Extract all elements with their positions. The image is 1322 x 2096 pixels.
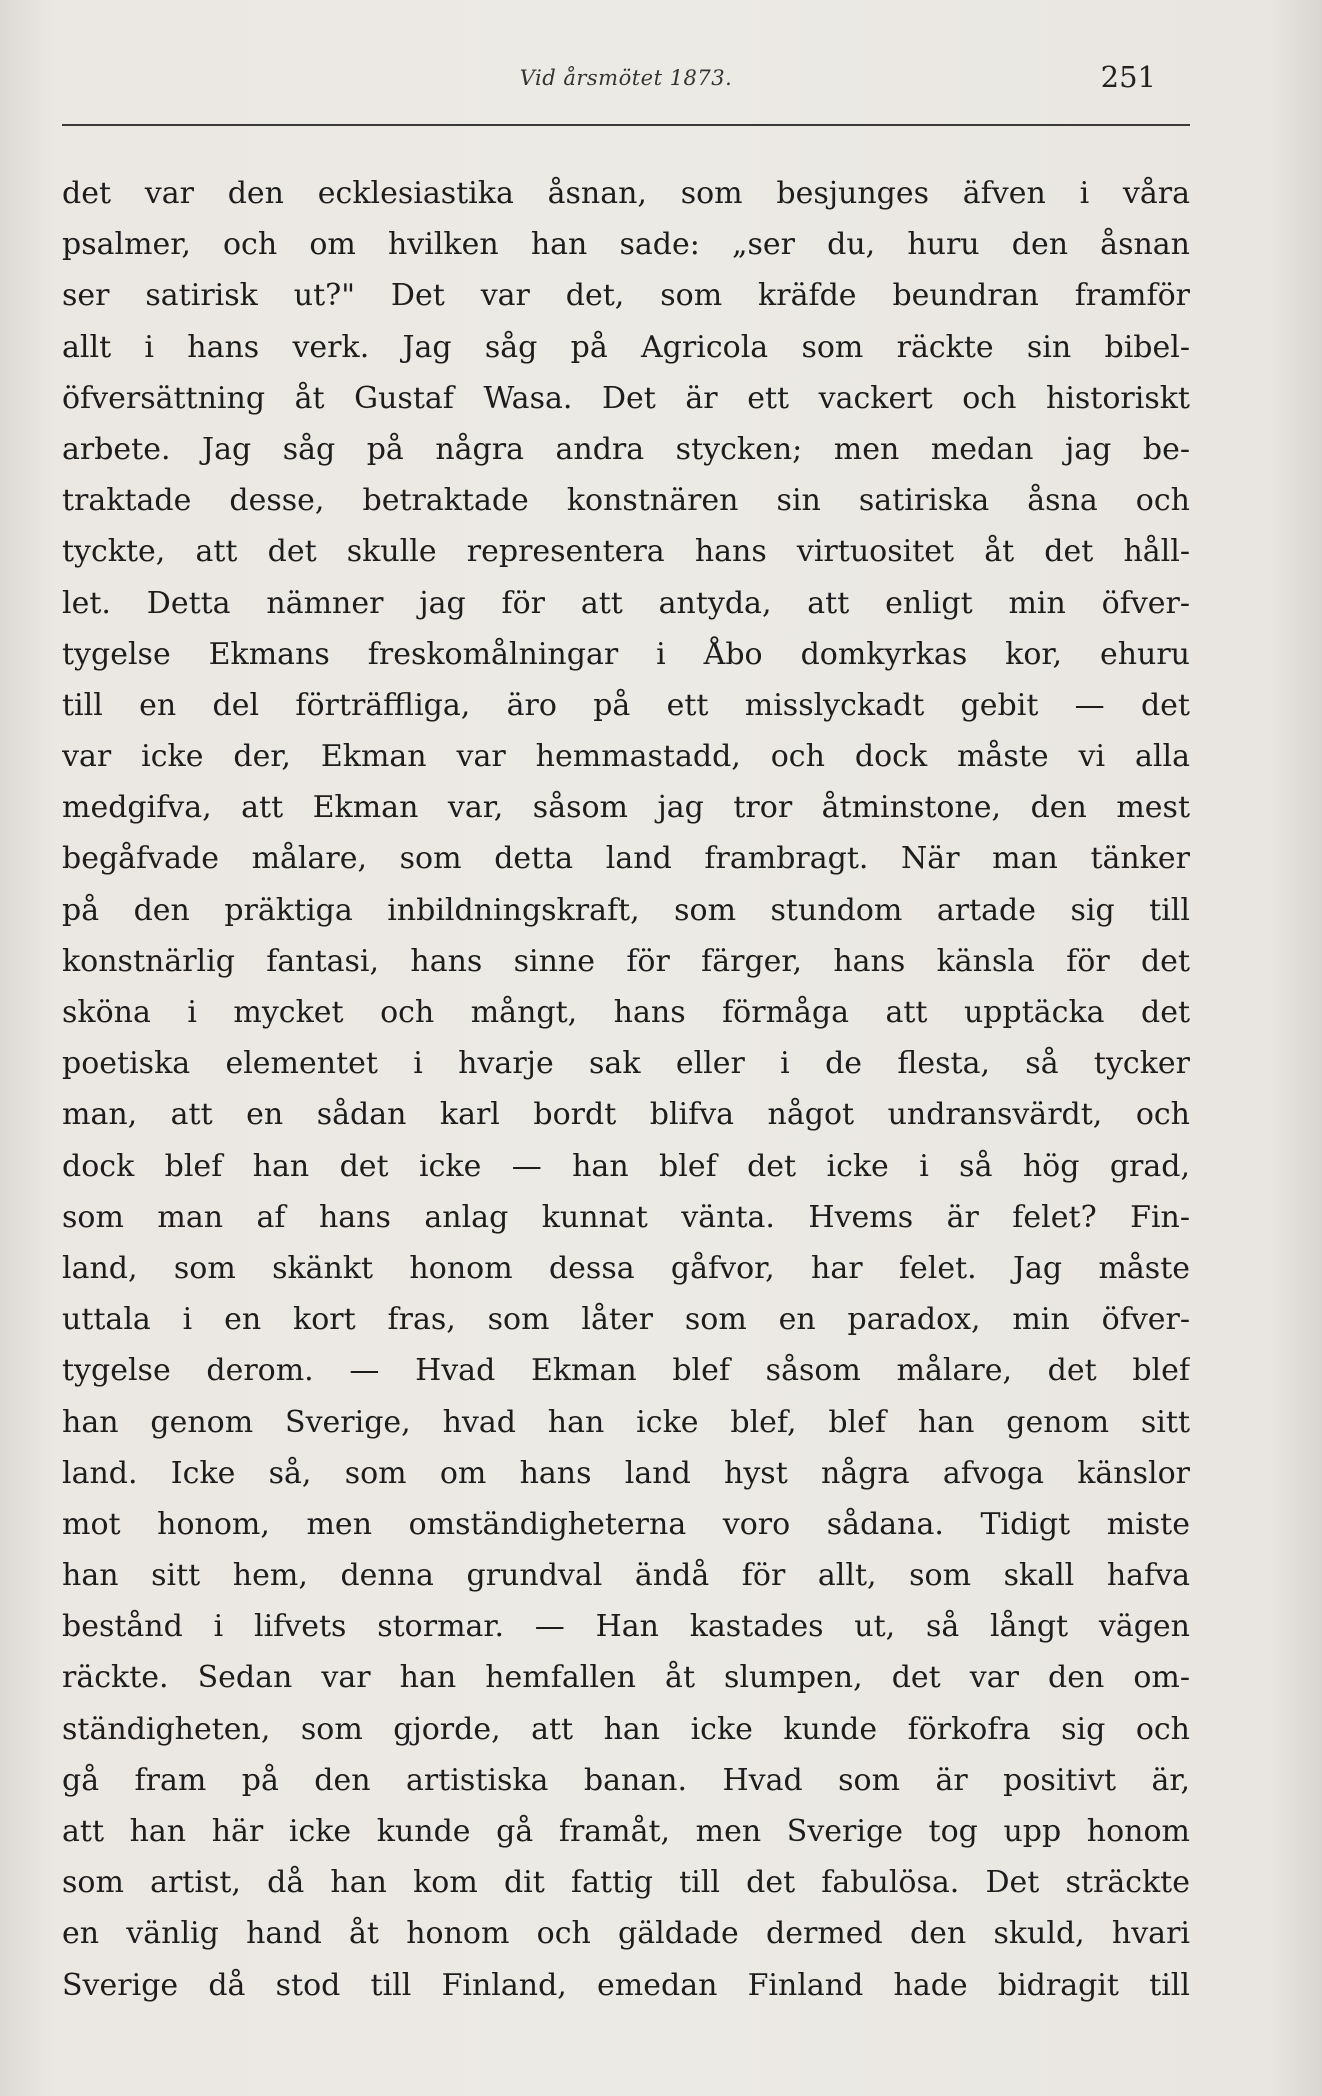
text-line: en vänlig hand åt honom och gäldade dermed den skuld, hvari (62, 1916, 1190, 1952)
text-line: traktade desse, betraktade konstnären sin satiriska åsna och (62, 483, 1190, 519)
header-rule (62, 124, 1190, 126)
text-line: räckte. Sedan var han hemfallen åt slumpen, det var den om- (62, 1660, 1190, 1696)
text-line: land, som skänkt honom dessa gåfvor, har felet. Jag måste (62, 1250, 1190, 1286)
text-line: poetiska elementet i hvarje sak eller i de flesta, så tycker (62, 1046, 1190, 1082)
text-line: begåfvade målare, som detta land frambragt. När man tänker (62, 841, 1190, 877)
text-line: tygelse derom. — Hvad Ekman blef såsom målare, det blef (62, 1353, 1190, 1389)
text-line: till en del förträffliga, äro på ett misslyckadt gebit — det (62, 687, 1190, 723)
text-line: konstnärlig fantasi, hans sinne för färger, hans känsla för det (62, 943, 1190, 979)
text-line: ständigheten, som gjorde, att han icke kunde förkofra sig och (62, 1711, 1190, 1747)
text-line: psalmer, och om hvilken han sade: „ser du, huru den åsnan (62, 227, 1190, 263)
text-line: han genom Sverige, hvad han icke blef, blef han genom sitt (62, 1404, 1190, 1440)
text-line: tygelse Ekmans freskomålningar i Åbo domkyrkas kor, ehuru (62, 636, 1190, 672)
text-line: Sverige då stod till Finland, emedan Finland hade bidragit till (62, 1967, 1190, 2003)
text-line: uttala i en kort fras, som låter som en paradox, min öfver- (62, 1302, 1190, 1338)
text-line: let. Detta nämner jag för att antyda, att enligt min öfver- (62, 585, 1190, 621)
text-line: medgifva, att Ekman var, såsom jag tror åtminstone, den mest (62, 790, 1190, 826)
text-line: att han här icke kunde gå framåt, men Sverige tog upp honom (62, 1814, 1190, 1849)
text-line: man, att en sådan karl bordt blifva något undransvärdt, och (62, 1097, 1190, 1133)
page-number: 251 (1100, 60, 1156, 94)
text-line: som artist, då han kom dit fattig till det fabulösa. Det sträckte (62, 1865, 1190, 1901)
text-line: det var den ecklesiastika åsnan, som besjunges äfven i våra (62, 176, 1190, 211)
text-line: tyckte, att det skulle representera hans virtuositet åt det håll- (62, 534, 1190, 570)
text-line: gå fram på den artistiska banan. Hvad som är positivt är, (62, 1762, 1190, 1798)
running-head (62, 58, 1190, 118)
text-line: ser satirisk ut?" Det var det, som kräfde beundran framför (62, 278, 1190, 314)
text-line: dock blef han det icke — han blef det icke i så hög grad, (62, 1148, 1190, 1184)
body-text (62, 168, 1190, 2011)
text-line: på den präktiga inbildningskraft, som stundom artade sig till (62, 892, 1190, 928)
text-line: bestånd i lifvets stormar. — Han kastades ut, så långt vägen (62, 1609, 1190, 1645)
text-line: öfversättning åt Gustaf Wasa. Det är ett vackert och historiskt (62, 380, 1190, 416)
text-line: arbete. Jag såg på några andra stycken; men medan jag be- (62, 431, 1190, 467)
running-title: Vid årsmötet 1873. (519, 66, 733, 90)
text-line: han sitt hem, denna grundval ändå för allt, som skall hafva (62, 1558, 1190, 1594)
text-line: land. Icke så, som om hans land hyst några afvoga känslor (62, 1455, 1190, 1491)
text-line: sköna i mycket och mångt, hans förmåga att upptäcka det (62, 995, 1190, 1030)
text-line: var icke der, Ekman var hemmastadd, och dock måste vi alla (62, 739, 1190, 775)
text-line: som man af hans anlag kunnat vänta. Hvems är felet? Fin- (62, 1199, 1190, 1235)
text-line: mot honom, men omständigheterna voro sådana. Tidigt miste (62, 1506, 1190, 1542)
text-line: allt i hans verk. Jag såg på Agricola som räckte sin bibel- (62, 329, 1190, 365)
